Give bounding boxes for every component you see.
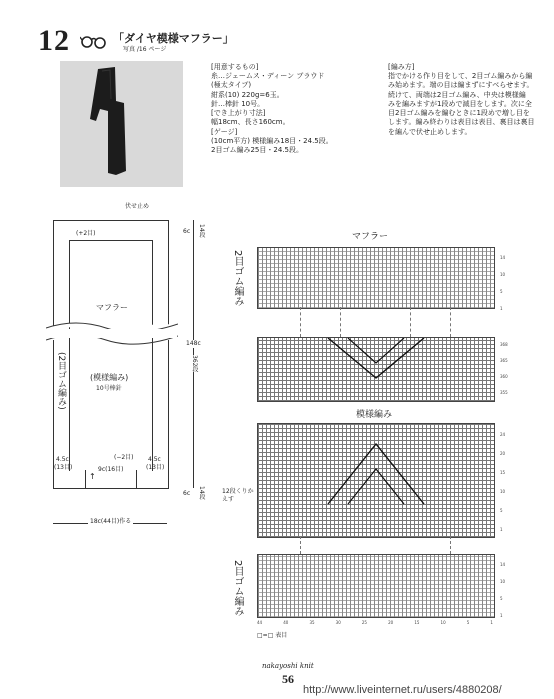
bottom-cm: 6c [183, 490, 191, 497]
bottom-rows: 14段 [197, 486, 205, 500]
photo-reference: 写真 /16 ページ [123, 46, 167, 53]
materials-heading: [用意するもの] [211, 63, 259, 71]
top-cm: 6c [183, 228, 191, 235]
glasses-icon [80, 34, 108, 54]
chart-title: マフラー [352, 232, 389, 242]
bind-off-label: 伏せ止め [125, 203, 150, 210]
rib-label-vertical: (2目ゴム編み) [56, 352, 66, 410]
side-right-cm: 4.5c [148, 456, 161, 463]
side-left-cm: 4.5c [56, 456, 69, 463]
page-number: 56 [282, 672, 294, 686]
center-width: 9c(16目) [98, 466, 124, 473]
muffler-label: マフラー [96, 303, 128, 312]
instructions-line: します。編み終わりは表目は表目、裏目は裏目 [388, 118, 535, 127]
row-numbers-mid: 368 365 360 355 [500, 342, 508, 395]
chart-pattern-top [257, 337, 495, 402]
materials-line: 紺系(10) 220g=6玉。 [211, 90, 284, 99]
materials-line: (極太タイプ) [211, 81, 252, 90]
instructions-line: を編んで伏せ止めします。 [388, 127, 472, 136]
instructions-section [388, 63, 534, 137]
materials-section [211, 63, 333, 155]
instructions-line: 続けて、両端は2目ゴム編み、中央は模様編 [388, 90, 526, 99]
row-numbers-pattern: 24 20 15 10 5 1 [500, 432, 506, 532]
side-right-stitches: (13目) [146, 464, 165, 471]
chart-rib-label-bottom: 2目ゴム編み [232, 560, 243, 617]
chart-rib-bottom [257, 554, 495, 618]
size-line: 幅18cm、長さ160cm。 [211, 118, 290, 127]
gauge-line: 2目ゴム編み25目・24.5段。 [211, 146, 303, 155]
length-cm: 148c [186, 340, 201, 347]
footer-brand: nakayoshi knit [262, 662, 314, 670]
chart-rib-label-top: 2目ゴム編み [232, 250, 243, 307]
top-rows: 14段 [197, 224, 205, 238]
materials-line: 糸…ジェームス・ディーン ブラウド [211, 72, 325, 81]
row-numbers-top: 14 10 5 1 [500, 255, 506, 311]
chart-rib-top [257, 247, 495, 309]
gauge-heading: [ゲージ] [211, 127, 238, 136]
needle-label: 10号棒針 [96, 385, 122, 392]
bottom-width: 18c(44目)作る [90, 518, 132, 525]
increase-label: (+2目) [76, 230, 96, 237]
up-arrow-icon: ↑ [89, 472, 96, 481]
instructions-line: み始めます。端の目は編まずにすべらせます。 [388, 81, 534, 90]
pattern-label: (模様編み) [90, 373, 129, 382]
instructions-line: 目2目ゴム編みを編むときに1段めで増し目を [388, 109, 530, 118]
repeat-note: 12段くりかえす [222, 488, 254, 503]
chart-pattern-label: 模様編み [356, 410, 393, 420]
gauge-line: (10cm平方) 模様編み18目・24.5段。 [211, 136, 333, 145]
column-numbers: 44 40 35 30 25 20 15 10 5 1 [257, 620, 493, 625]
size-heading: [でき上がり寸法] [211, 109, 266, 118]
chart-pattern-bottom [257, 423, 495, 538]
materials-line: 針…棒針 10号。 [211, 99, 265, 108]
chart-legend: □=□ 表目 [257, 632, 288, 639]
page-title: 「ダイヤ模様マフラー」 [113, 32, 234, 45]
source-url: http://www.liveinternet.ru/users/4880208/ [303, 684, 502, 696]
row-numbers-bottom: 14 10 5 1 [500, 562, 506, 618]
schematic-diagram [40, 200, 220, 540]
instructions-line: みを編みますが1段めで減目をします。次に全 [388, 99, 532, 108]
side-left-stitches: (13目) [54, 464, 73, 471]
length-rows: 362段 [190, 355, 198, 373]
pattern-number: 12 [38, 24, 70, 57]
muffler-photo [60, 61, 183, 187]
instructions-line: 指でかける作り目をして、2目ゴム編みから編 [388, 72, 533, 81]
instructions-heading: [編み方] [388, 63, 415, 71]
decrease-label: (−2目) [114, 454, 134, 461]
